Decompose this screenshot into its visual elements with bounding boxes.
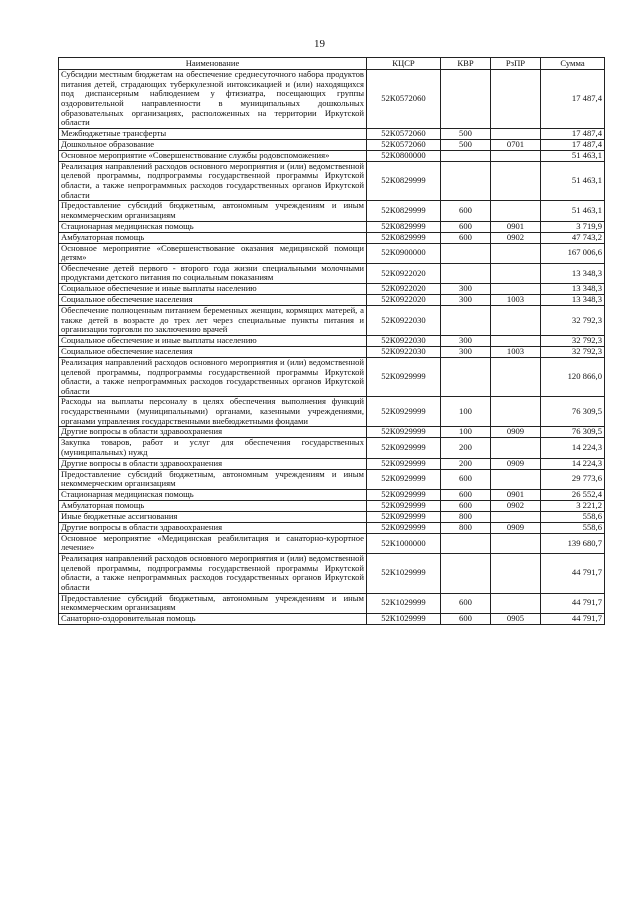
row-rzpr-cell: 0901 <box>491 489 541 500</box>
row-kvr-cell: 200 <box>441 458 491 469</box>
table-row <box>59 458 605 469</box>
row-kcsr-cell: 52К0929999 <box>367 511 441 522</box>
table-row <box>59 150 605 161</box>
row-kvr-cell <box>441 161 491 201</box>
header-rzpr: РзПР <box>491 58 541 70</box>
row-name-cell: Субсидии местным бюджетам на обеспечение среднесуточного набора продуктов питания детей, страдающих туберкулезной интоксикацией и (или) находящихся под диспансерным наблюдением у фтизиатра, посещающих группы оздоровительной направленности в муниципальных дошкольных образовательных организациях, расположенных на территории Иркутской области <box>59 70 367 129</box>
row-rzpr-cell <box>491 511 541 522</box>
table-row <box>59 284 605 295</box>
table-row <box>59 295 605 306</box>
row-rzpr-cell <box>491 357 541 397</box>
row-rzpr-cell <box>491 284 541 295</box>
row-rzpr-cell <box>491 335 541 346</box>
row-kcsr-cell: 52К0929999 <box>367 458 441 469</box>
row-sum-cell: 26 552,4 <box>541 489 605 500</box>
row-kvr-cell <box>441 554 491 594</box>
table-row <box>59 263 605 283</box>
row-kvr-cell: 600 <box>441 469 491 489</box>
row-sum-cell: 139 680,7 <box>541 533 605 553</box>
row-kvr-cell: 800 <box>441 522 491 533</box>
row-kcsr-cell: 52К0922020 <box>367 263 441 283</box>
row-rzpr-cell <box>491 150 541 161</box>
row-sum-cell: 167 006,6 <box>541 243 605 263</box>
header-row <box>59 58 605 70</box>
table-row <box>59 511 605 522</box>
row-name-cell: Основное мероприятие «Совершенствование службы родовспоможения» <box>59 150 367 161</box>
row-kvr-cell: 500 <box>441 139 491 150</box>
row-name-cell: Иные бюджетные ассигнования <box>59 511 367 522</box>
page-number: 19 <box>314 38 325 50</box>
row-rzpr-cell <box>491 438 541 458</box>
row-sum-cell: 17 487,4 <box>541 139 605 150</box>
row-name-cell: Другие вопросы в области здравоохранения <box>59 427 367 438</box>
row-kcsr-cell: 52К0922030 <box>367 306 441 336</box>
row-kcsr-cell: 52К0572060 <box>367 70 441 129</box>
row-kvr-cell: 300 <box>441 295 491 306</box>
header-kvr: КВР <box>441 58 491 70</box>
table-row <box>59 128 605 139</box>
row-rzpr-cell <box>491 243 541 263</box>
row-name-cell: Закупка товаров, работ и услуг для обеспечения государственных (муниципальных) нужд <box>59 438 367 458</box>
row-kcsr-cell: 52К1029999 <box>367 554 441 594</box>
row-sum-cell: 3 221,2 <box>541 500 605 511</box>
row-kvr-cell: 600 <box>441 500 491 511</box>
row-name-cell: Другие вопросы в области здравоохранения <box>59 522 367 533</box>
row-name-cell: Предоставление субсидий бюджетным, автономным учреждениям и иным некоммерческим организациям <box>59 469 367 489</box>
row-kcsr-cell: 52К1029999 <box>367 593 441 613</box>
row-kvr-cell <box>441 533 491 553</box>
row-sum-cell: 17 487,4 <box>541 128 605 139</box>
row-rzpr-cell <box>491 533 541 553</box>
row-kvr-cell: 500 <box>441 128 491 139</box>
row-kcsr-cell: 52К0829999 <box>367 201 441 221</box>
table-body <box>59 70 605 625</box>
row-sum-cell: 44 791,7 <box>541 593 605 613</box>
row-name-cell: Реализация направлений расходов основного мероприятия и (или) ведомственной целевой программы, подпрограммы государственной программы Иркутской области, а также непрограммных расходов государственных органов Иркутской области <box>59 554 367 594</box>
row-kvr-cell <box>441 70 491 129</box>
row-kvr-cell <box>441 357 491 397</box>
row-name-cell: Санаторно-оздоровительная помощь <box>59 613 367 624</box>
row-rzpr-cell <box>491 306 541 336</box>
row-rzpr-cell: 0701 <box>491 139 541 150</box>
row-kvr-cell: 100 <box>441 397 491 427</box>
table-row <box>59 397 605 427</box>
row-name-cell: Дошкольное образование <box>59 139 367 150</box>
row-rzpr-cell: 0909 <box>491 427 541 438</box>
row-kvr-cell <box>441 306 491 336</box>
row-sum-cell: 14 224,3 <box>541 458 605 469</box>
row-name-cell: Обеспечение детей первого - второго года жизни специальными молочными продуктами детского питания по социальным показаниям <box>59 263 367 283</box>
row-name-cell: Другие вопросы в области здравоохранения <box>59 458 367 469</box>
row-name-cell: Межбюджетные трансферты <box>59 128 367 139</box>
row-sum-cell: 32 792,3 <box>541 346 605 357</box>
row-rzpr-cell <box>491 70 541 129</box>
row-name-cell: Предоставление субсидий бюджетным, автономным учреждениям и иным некоммерческим организациям <box>59 593 367 613</box>
row-kvr-cell: 600 <box>441 489 491 500</box>
row-sum-cell: 558,6 <box>541 522 605 533</box>
row-name-cell: Реализация направлений расходов основного мероприятия и (или) ведомственной целевой программы, подпрограммы государственной программы Иркутской области, а также непрограммных расходов государственных органов Иркутской области <box>59 357 367 397</box>
row-name-cell: Реализация направлений расходов основного мероприятия и (или) ведомственной целевой программы, подпрограммы государственной программы Иркутской области, а также непрограммных расходов государственных органов Иркутской области <box>59 161 367 201</box>
row-rzpr-cell <box>491 469 541 489</box>
row-rzpr-cell <box>491 161 541 201</box>
table-row <box>59 243 605 263</box>
row-name-cell: Стационарная медицинская помощь <box>59 489 367 500</box>
header-kcsr: КЦСР <box>367 58 441 70</box>
table-header <box>59 58 605 70</box>
row-kvr-cell <box>441 150 491 161</box>
row-rzpr-cell <box>491 593 541 613</box>
row-sum-cell: 32 792,3 <box>541 335 605 346</box>
row-name-cell: Предоставление субсидий бюджетным, автономным учреждениям и иным некоммерческим организациям <box>59 201 367 221</box>
row-sum-cell: 44 791,7 <box>541 613 605 624</box>
row-rzpr-cell: 0901 <box>491 221 541 232</box>
row-name-cell: Социальное обеспечение и иные выплаты населению <box>59 335 367 346</box>
table-row <box>59 533 605 553</box>
row-kvr-cell <box>441 263 491 283</box>
table-row <box>59 221 605 232</box>
row-name-cell: Стационарная медицинская помощь <box>59 221 367 232</box>
row-rzpr-cell: 1003 <box>491 295 541 306</box>
row-kvr-cell: 600 <box>441 232 491 243</box>
row-kvr-cell: 100 <box>441 427 491 438</box>
row-kcsr-cell: 52К0922020 <box>367 284 441 295</box>
header-sum: Сумма <box>541 58 605 70</box>
row-name-cell: Основное мероприятие «Медицинская реабилитация и санаторно-курортное лечение» <box>59 533 367 553</box>
budget-table <box>58 57 605 625</box>
table-row <box>59 554 605 594</box>
row-sum-cell: 51 463,1 <box>541 201 605 221</box>
row-sum-cell: 17 487,4 <box>541 70 605 129</box>
row-rzpr-cell <box>491 201 541 221</box>
row-rzpr-cell: 1003 <box>491 346 541 357</box>
table-row <box>59 335 605 346</box>
row-kvr-cell: 300 <box>441 346 491 357</box>
row-kvr-cell: 600 <box>441 613 491 624</box>
row-rzpr-cell: 0905 <box>491 613 541 624</box>
table-row <box>59 70 605 129</box>
row-rzpr-cell <box>491 263 541 283</box>
row-sum-cell: 13 348,3 <box>541 284 605 295</box>
row-sum-cell: 120 866,0 <box>541 357 605 397</box>
row-kvr-cell: 300 <box>441 335 491 346</box>
table-row <box>59 469 605 489</box>
row-name-cell: Социальное обеспечение населения <box>59 295 367 306</box>
row-name-cell: Обеспечение полноценным питанием беременных женщин, кормящих матерей, а также детей в возрасте до трех лет через специальные пункты питания и организации торговли по заключению врачей <box>59 306 367 336</box>
row-sum-cell: 558,6 <box>541 511 605 522</box>
row-rzpr-cell <box>491 554 541 594</box>
row-kvr-cell <box>441 243 491 263</box>
row-rzpr-cell: 0909 <box>491 458 541 469</box>
row-kcsr-cell: 52К0929999 <box>367 397 441 427</box>
row-rzpr-cell <box>491 397 541 427</box>
table-row <box>59 161 605 201</box>
row-sum-cell: 44 791,7 <box>541 554 605 594</box>
row-kcsr-cell: 52К0900000 <box>367 243 441 263</box>
row-name-cell: Социальное обеспечение и иные выплаты населению <box>59 284 367 295</box>
row-kcsr-cell: 52К1000000 <box>367 533 441 553</box>
table-row <box>59 500 605 511</box>
row-sum-cell: 14 224,3 <box>541 438 605 458</box>
row-sum-cell: 51 463,1 <box>541 150 605 161</box>
table-row <box>59 593 605 613</box>
row-kcsr-cell: 52К0929999 <box>367 522 441 533</box>
table-row <box>59 139 605 150</box>
table-row <box>59 522 605 533</box>
row-kcsr-cell: 52К1029999 <box>367 613 441 624</box>
row-rzpr-cell: 0909 <box>491 522 541 533</box>
row-kvr-cell: 600 <box>441 593 491 613</box>
row-name-cell: Социальное обеспечение населения <box>59 346 367 357</box>
row-rzpr-cell <box>491 128 541 139</box>
row-name-cell: Амбулаторная помощь <box>59 232 367 243</box>
row-kcsr-cell: 52К0922030 <box>367 335 441 346</box>
row-kvr-cell: 600 <box>441 221 491 232</box>
row-kcsr-cell: 52К0929999 <box>367 427 441 438</box>
row-kcsr-cell: 52К0572060 <box>367 139 441 150</box>
row-kcsr-cell: 52К0829999 <box>367 232 441 243</box>
row-kcsr-cell: 52К0800000 <box>367 150 441 161</box>
row-kcsr-cell: 52К0922030 <box>367 346 441 357</box>
header-name: Наименование <box>59 58 367 70</box>
row-sum-cell: 76 309,5 <box>541 427 605 438</box>
row-sum-cell: 51 463,1 <box>541 161 605 201</box>
row-kvr-cell: 800 <box>441 511 491 522</box>
row-kcsr-cell: 52К0929999 <box>367 357 441 397</box>
row-sum-cell: 13 348,3 <box>541 263 605 283</box>
row-sum-cell: 76 309,5 <box>541 397 605 427</box>
table-row <box>59 489 605 500</box>
table-row <box>59 438 605 458</box>
row-kcsr-cell: 52К0929999 <box>367 489 441 500</box>
row-kcsr-cell: 52К0929999 <box>367 438 441 458</box>
table-row <box>59 346 605 357</box>
row-kcsr-cell: 52К0922020 <box>367 295 441 306</box>
table-row <box>59 613 605 624</box>
row-kvr-cell: 300 <box>441 284 491 295</box>
row-sum-cell: 29 773,6 <box>541 469 605 489</box>
row-kcsr-cell: 52К0829999 <box>367 221 441 232</box>
row-sum-cell: 47 743,2 <box>541 232 605 243</box>
row-kvr-cell: 600 <box>441 201 491 221</box>
table-row <box>59 201 605 221</box>
row-kcsr-cell: 52К0829999 <box>367 161 441 201</box>
row-kcsr-cell: 52К0929999 <box>367 500 441 511</box>
row-kcsr-cell: 52К0929999 <box>367 469 441 489</box>
row-rzpr-cell: 0902 <box>491 500 541 511</box>
row-kvr-cell: 200 <box>441 438 491 458</box>
row-sum-cell: 32 792,3 <box>541 306 605 336</box>
row-name-cell: Амбулаторная помощь <box>59 500 367 511</box>
table-row <box>59 232 605 243</box>
row-sum-cell: 3 719,9 <box>541 221 605 232</box>
row-rzpr-cell: 0902 <box>491 232 541 243</box>
table-row <box>59 427 605 438</box>
row-name-cell: Расходы на выплаты персоналу в целях обеспечения выполнения функций государственными (муниципальными) органами, казенными учреждениями, органами управления государственными внебюджетными фондами <box>59 397 367 427</box>
table-row <box>59 306 605 336</box>
table-row <box>59 357 605 397</box>
row-sum-cell: 13 348,3 <box>541 295 605 306</box>
row-kcsr-cell: 52К0572060 <box>367 128 441 139</box>
row-name-cell: Основное мероприятие «Совершенствование оказания медицинской помощи детям» <box>59 243 367 263</box>
